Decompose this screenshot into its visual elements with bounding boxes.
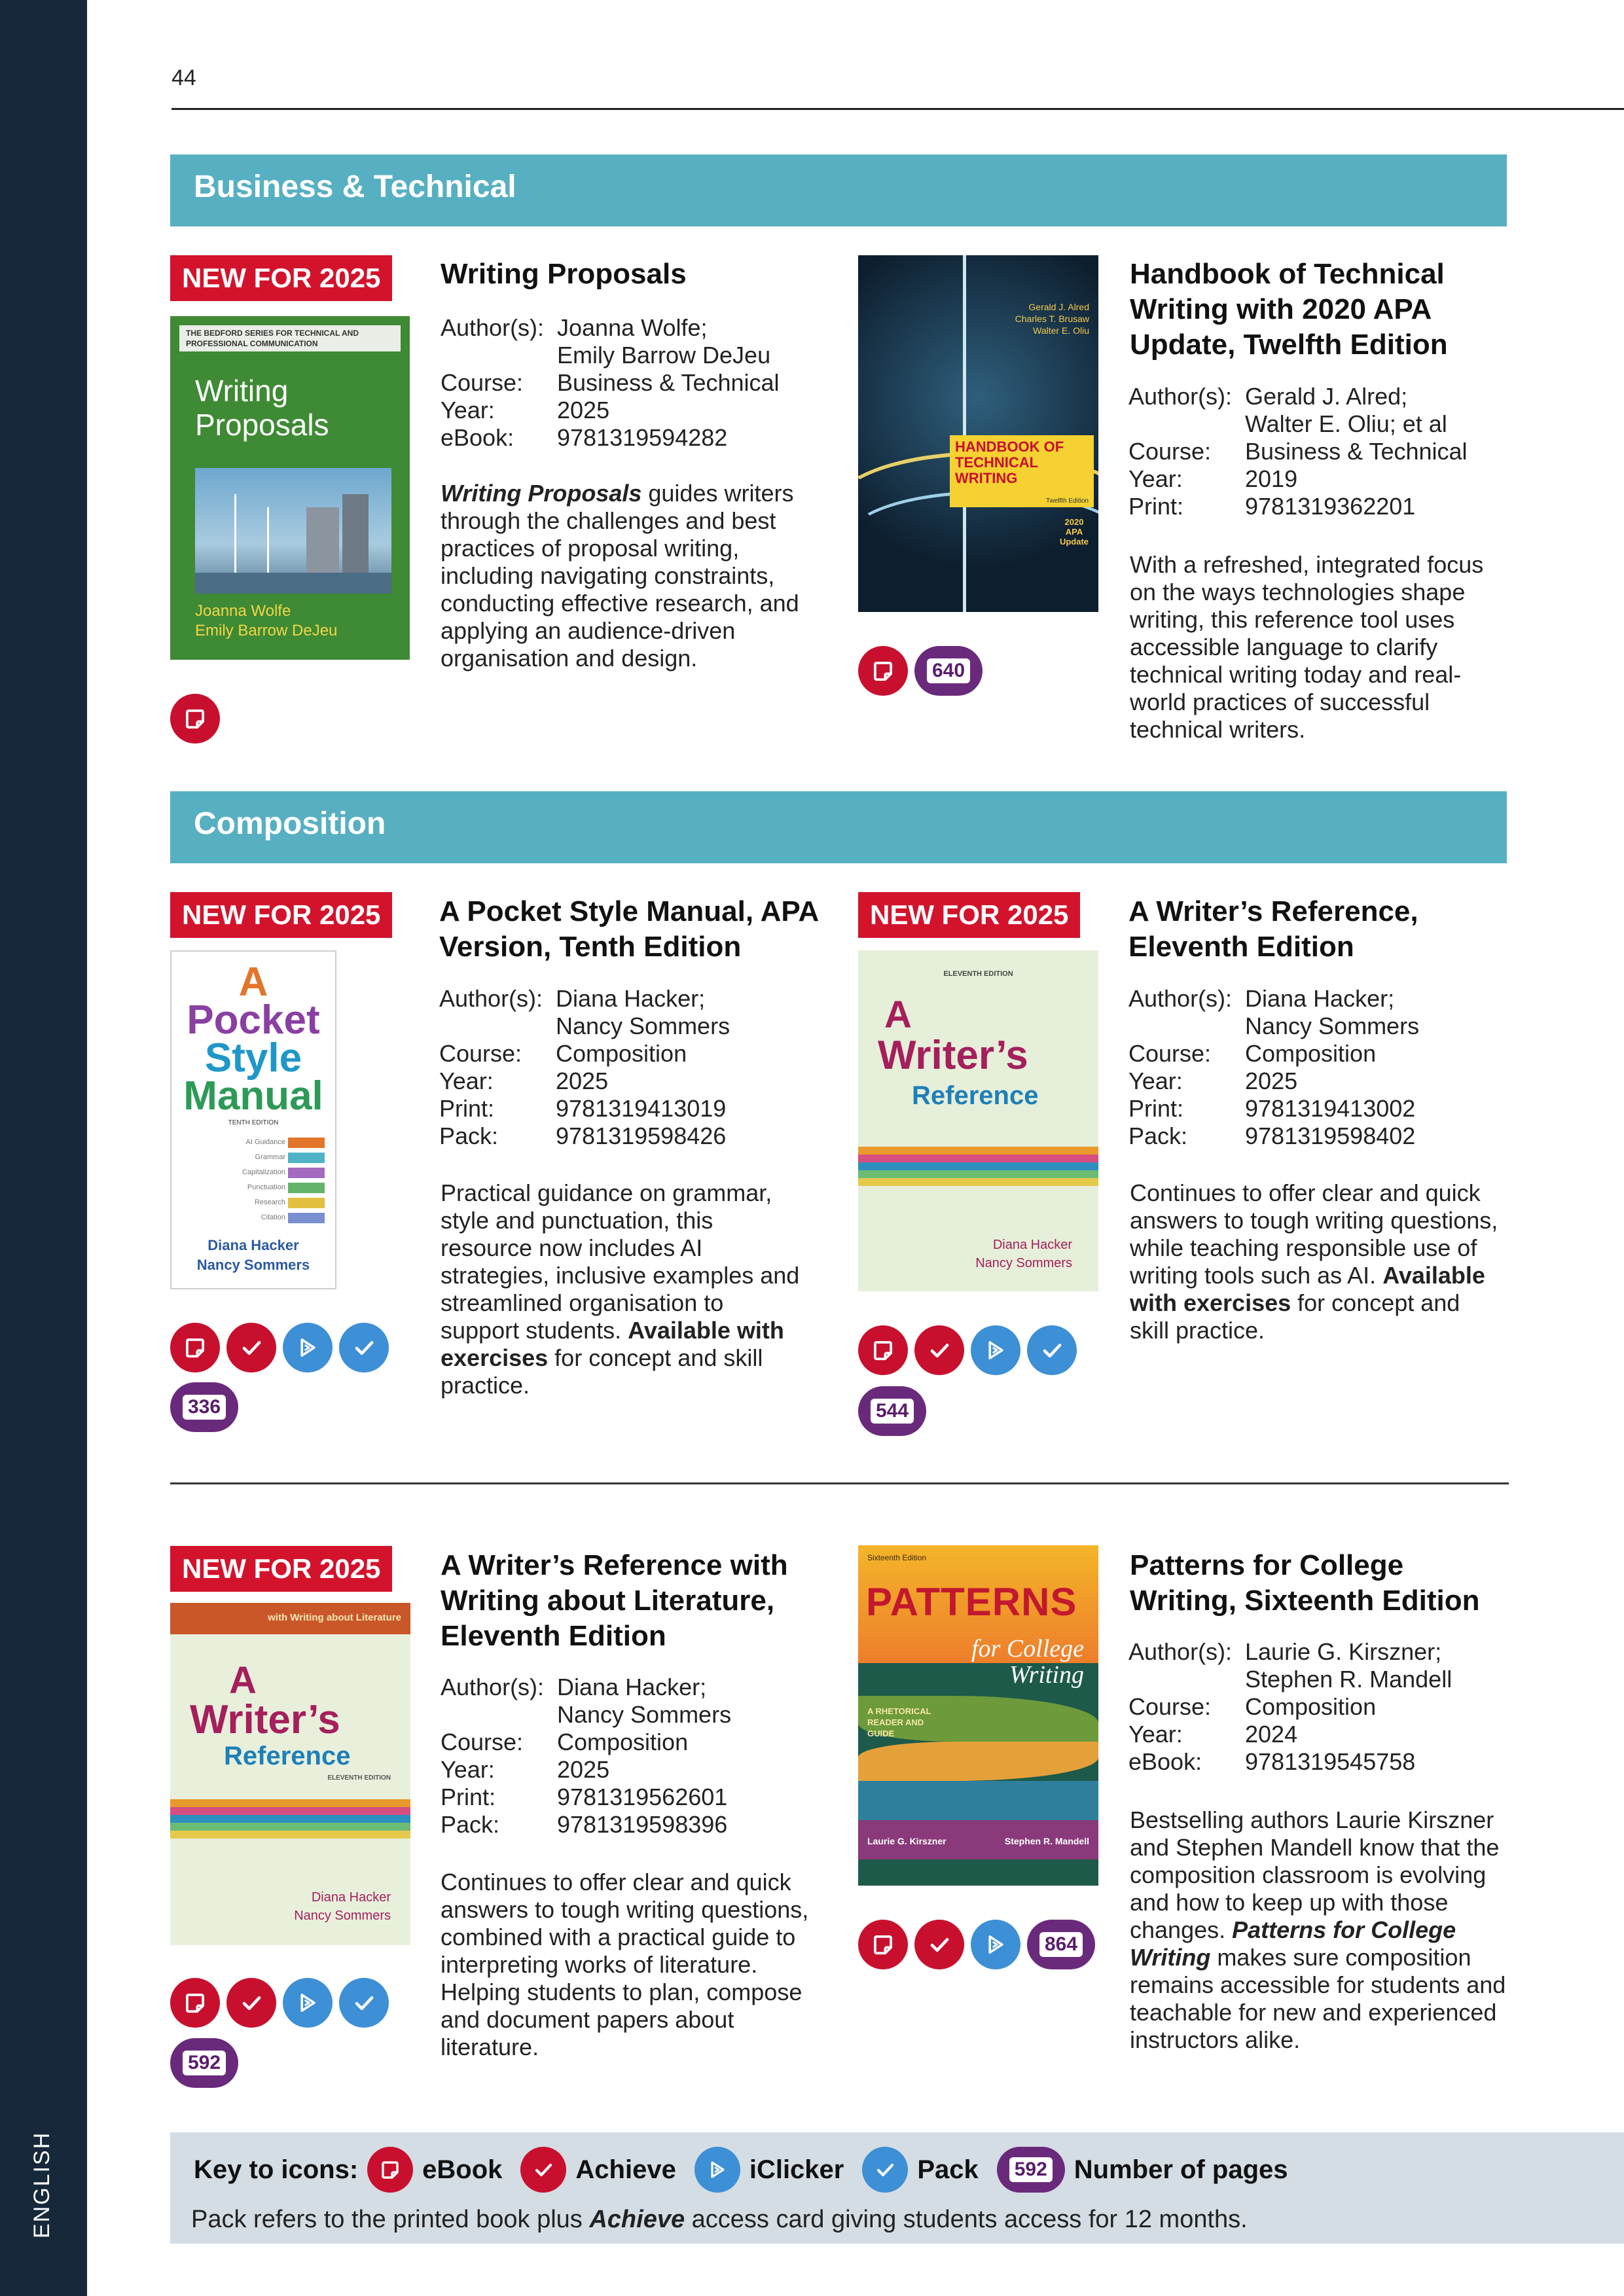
format-icons	[858, 1920, 1095, 1969]
format-icons	[170, 1323, 389, 1372]
key-achieve-label: Achieve	[575, 2155, 676, 2184]
cover-title: Writing Proposals	[195, 374, 329, 442]
cover-tabs: AI Guidance Grammar Capitalization Punctuation Research Citation	[242, 1138, 285, 1221]
book-meta: Author(s): Gerald J. Alred; Walter E. Oliu; et al Course: Business & Technical Year: 2019 Print: 9781319362201	[1128, 383, 1468, 520]
pages-icon: 592	[170, 2038, 238, 2088]
cover-author2: Stephen R. Mandell	[1004, 1836, 1089, 1846]
book-cover-patterns-college-writing[interactable]	[858, 1545, 1098, 1886]
book-title: Writing Proposals	[441, 258, 687, 290]
cover-authors: Joanna Wolfe Emily Barrow DeJeu	[195, 602, 338, 639]
cover-line2: Writer’s	[878, 1033, 1028, 1078]
book-cover-handbook-technical-writing[interactable]	[858, 255, 1098, 612]
cover-title: HANDBOOK OF TECHNICAL WRITING	[955, 439, 1064, 486]
key-pack-label: Pack	[917, 2155, 979, 2184]
new-badge: NEW FOR 2025	[170, 892, 392, 938]
ebook-icon	[170, 1978, 220, 2028]
cover-title: A Pocket Style Manual	[183, 960, 323, 1119]
cover-edition: Sixteenth Edition	[867, 1553, 927, 1562]
cover-line3: Reference	[224, 1742, 351, 1770]
pages-icons	[858, 1386, 926, 1436]
book-meta: Author(s): Laurie G. Kirszner; Stephen R. Mandell Course: Composition Year: 2024 eBook: 9781319545758	[1128, 1638, 1453, 1775]
iclicker-icon	[283, 1978, 333, 2028]
book-title: Handbook of Technical Writing with 2020 APA Update, Twelfth Edition	[1130, 258, 1448, 361]
ebook-icon	[858, 1920, 908, 1969]
book-title: A Writer’s Reference with Writing about Literature, Eleventh Edition	[441, 1549, 788, 1652]
pack-icon	[862, 2147, 908, 2193]
pages-icon: 592	[997, 2147, 1065, 2193]
book-meta: Author(s): Diana Hacker; Nancy Sommers Course: Composition Year: 2025 Print: 9781319562601 Pack: 9781319598396	[441, 1674, 732, 1838]
book-title: A Writer’s Reference, Eleventh Edition	[1128, 895, 1418, 963]
new-badge: NEW FOR 2025	[170, 255, 392, 301]
achieve-icon	[914, 1325, 964, 1375]
cover-author1: Laurie G. Kirszner	[867, 1836, 947, 1846]
book-cover-writers-reference-literature[interactable]	[170, 1603, 410, 1945]
page-number: 44	[171, 65, 196, 90]
book-description: Continues to offer clear and quick answers to tough writing questions, while teaching responsible use of writing tools such as AI. Available with exercises for concept and skill practice.	[1130, 1179, 1498, 1344]
cover-line1: A	[884, 994, 912, 1036]
icon-key-row	[194, 2147, 1288, 2193]
cover-photo	[195, 468, 391, 594]
pack-icon	[339, 1978, 389, 2028]
pages-icons	[170, 2038, 238, 2088]
cover-banner: with Writing about Literature	[170, 1603, 410, 1634]
ebook-icon	[858, 646, 908, 696]
format-icons	[170, 1978, 389, 2028]
book-cover-writers-reference[interactable]	[858, 950, 1098, 1291]
format-icons	[170, 694, 220, 744]
achieve-icon	[914, 1920, 964, 1969]
iclicker-icon	[283, 1323, 333, 1372]
iclicker-icon	[971, 1325, 1020, 1375]
cover-title: PATTERNS	[866, 1580, 1077, 1624]
top-rule	[171, 108, 1624, 110]
book-description: Writing Proposals guides writers through the challenges and best practices of proposal writing, including navigating constraints, conducting effective research, and applying an audience-driven organisation and design.	[441, 480, 799, 672]
side-bar	[0, 0, 87, 2296]
achieve-icon	[226, 1323, 276, 1372]
section-title: Composition	[194, 806, 386, 841]
format-icons	[858, 1325, 1077, 1375]
book-meta: Author(s): Diana Hacker; Nancy Sommers Course: Composition Year: 2025 Print: 9781319413019 Pack: 9781319598426	[439, 985, 731, 1149]
ebook-icon	[170, 694, 220, 744]
pages-icon: 336	[170, 1382, 238, 1432]
cover-title-block	[950, 435, 1094, 507]
section-title: Business & Technical	[194, 170, 516, 204]
pack-icon	[1027, 1325, 1077, 1375]
book-cover-pocket-style-manual[interactable]	[170, 950, 336, 1289]
book-meta: Author(s): Joanna Wolfe; Emily Barrow DeJeu Course: Business & Technical Year: 2025 eBook: 9781319594282	[441, 314, 780, 451]
pages-icon: 544	[858, 1386, 926, 1436]
book-cover-writing-proposals[interactable]	[170, 316, 410, 660]
cover-authors: Diana Hacker Nancy Sommers	[294, 1890, 391, 1923]
ebook-icon	[858, 1325, 908, 1375]
pages-icon: 864	[1027, 1920, 1095, 1969]
key-pages-label: Number of pages	[1074, 2155, 1288, 2184]
book-description: With a refreshed, integrated focus on the ways technologies shape writing, this reference tool uses accessible language to clarify technical writing today and real-world practices of successful technical writers.	[1130, 551, 1484, 743]
book-title: A Pocket Style Manual, APA Version, Tenth Edition	[439, 895, 818, 963]
ebook-icon	[170, 1323, 220, 1372]
pages-icons	[170, 1382, 238, 1432]
key-note: Pack refers to the printed book plus Achieve access card giving students access for 12 months.	[191, 2206, 1248, 2233]
entry-divider	[170, 1482, 1509, 1484]
cover-authors: Diana Hacker Nancy Sommers	[975, 1238, 1072, 1270]
cover-authors: Diana Hacker Nancy Sommers	[196, 1237, 310, 1273]
cover-edition: ELEVENTH EDITION	[943, 970, 1013, 978]
section-header-business-technical	[170, 154, 1507, 226]
cover-subtitle: for College Writing	[971, 1635, 1084, 1689]
cover-edition: ELEVENTH EDITION	[327, 1774, 391, 1782]
book-meta: Author(s): Diana Hacker; Nancy Sommers Course: Composition Year: 2025 Print: 9781319413002 Pack: 9781319598402	[1128, 985, 1420, 1149]
achieve-icon	[226, 1978, 276, 2028]
cover-edition: Twelfth Edition	[1045, 497, 1089, 505]
cover-line2: Writer’s	[190, 1697, 340, 1742]
ebook-icon	[367, 2147, 413, 2193]
cover-edition: TENTH EDITION	[228, 1119, 279, 1126]
key-ebook-label: eBook	[422, 2155, 503, 2184]
book-description: Continues to offer clear and quick answers to tough writing questions, combined with a practical guide to interpreting works of literature. Helping students to plan, compose and document papers about literature.	[441, 1869, 809, 2060]
pack-icon	[339, 1323, 389, 1372]
cover-tag: A RHETORICAL READER AND GUIDE	[867, 1706, 931, 1738]
cover-update: 2020 APA Update	[1059, 517, 1089, 547]
cover-line3: Reference	[912, 1081, 1039, 1110]
section-header-composition	[170, 791, 1507, 863]
cover-line1: A	[229, 1659, 257, 1702]
iclicker-icon	[971, 1920, 1020, 1969]
format-icons	[858, 646, 983, 696]
new-badge: NEW FOR 2025	[170, 1546, 392, 1592]
iclicker-icon	[695, 2147, 740, 2193]
icon-key	[170, 2132, 1624, 2244]
book-title: Patterns for College Writing, Sixteenth Edition	[1130, 1549, 1480, 1617]
book-description: Practical guidance on grammar, style and punctuation, this resource now includes AI strategies, inclusive examples and streamlined organisation to support students. Available with exercises for concept and skill practice.	[441, 1179, 800, 1399]
cover-authors: Gerald J. Alred Charles T. Brusaw Walter E. Oliu	[1015, 302, 1089, 336]
cover-series: THE BEDFORD SERIES FOR TECHNICAL AND PROFESSIONAL COMMUNICATION	[179, 325, 401, 351]
achieve-icon	[520, 2147, 566, 2193]
new-badge: NEW FOR 2025	[858, 892, 1080, 938]
book-description: Bestselling authors Laurie Kirszner and Stephen Mandell know that the composition classroom is evolving and how to keep up with those changes. Patterns for College Writing makes sure composition remains accessible for students and teachable for new and experienced instructors alike.	[1130, 1806, 1506, 2053]
key-iclicker-label: iClicker	[749, 2155, 844, 2184]
key-label: Key to icons:	[194, 2155, 359, 2184]
pages-icon: 640	[914, 646, 983, 696]
